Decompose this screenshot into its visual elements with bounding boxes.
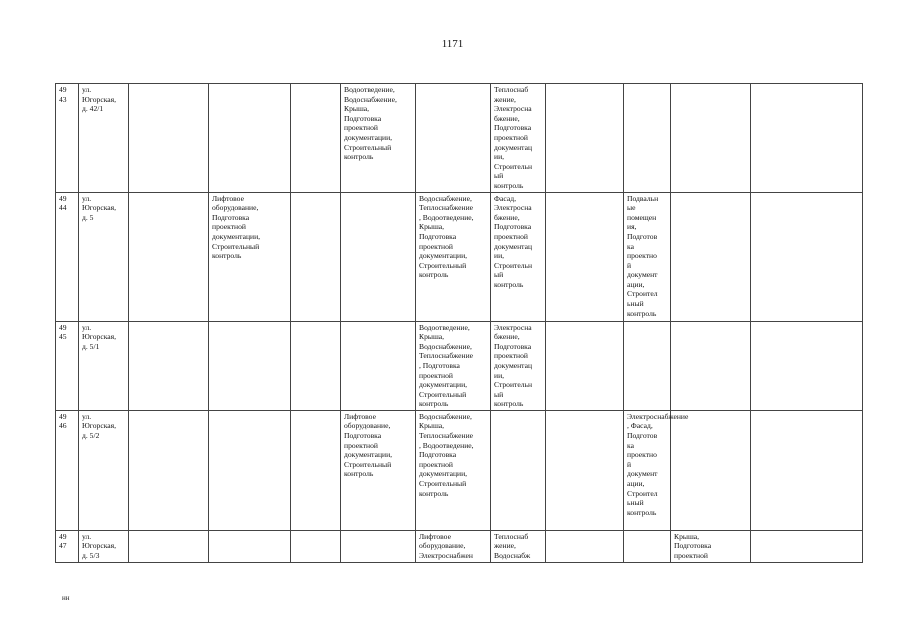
works-cell: Теплоснаб жение, Электросна бжение, Подготовка проектной документац ии, Строительн ый контроль bbox=[491, 84, 546, 193]
table-row bbox=[56, 192, 863, 321]
works-cell: Лифтовое оборудование, Электроснабжен bbox=[416, 530, 491, 562]
works-cell bbox=[341, 192, 416, 321]
table-row bbox=[56, 410, 863, 530]
works-cell bbox=[546, 530, 624, 562]
works-cell bbox=[291, 84, 341, 193]
works-cell: Лифтовое оборудование, Подготовка проектной документации, Строительный контроль bbox=[341, 410, 416, 530]
works-cell bbox=[751, 530, 863, 562]
works-cell bbox=[341, 530, 416, 562]
works-cell: Лифтовое оборудование, Подготовка проектной документации, Строительный контроль bbox=[209, 192, 291, 321]
works-cell bbox=[291, 321, 341, 410]
works-cell bbox=[129, 84, 209, 193]
works-cell: Подвальн ые помещен ия, Подготов ка проектно й документ ации, Строител ьный контроль bbox=[624, 192, 671, 321]
table-row bbox=[56, 84, 863, 193]
works-cell bbox=[751, 321, 863, 410]
works-cell: Теплоснаб жение, Водоснабж bbox=[491, 530, 546, 562]
works-cell bbox=[671, 410, 751, 530]
works-cell bbox=[291, 530, 341, 562]
works-cell bbox=[624, 84, 671, 193]
works-cell bbox=[129, 410, 209, 530]
works-cell bbox=[751, 84, 863, 193]
works-cell bbox=[209, 530, 291, 562]
address-cell: ул. Югорская, д. 42/1 bbox=[79, 84, 129, 193]
works-cell bbox=[341, 321, 416, 410]
works-cell bbox=[129, 530, 209, 562]
works-cell: Фасад, Электросна бжение, Подготовка проектной документац ии, Строительн ый контроль bbox=[491, 192, 546, 321]
works-cell bbox=[671, 84, 751, 193]
works-cell: Водоснабжение, Теплоснабжение , Водоотведение, Крыша, Подготовка проектной документации, Строительный контроль bbox=[416, 192, 491, 321]
works-cell: Водоотведение, Водоснабжение, Крыша, Подготовка проектной документации, Строительный контроль bbox=[341, 84, 416, 193]
row-number-cell: 49 43 bbox=[56, 84, 79, 193]
row-number-cell: 49 46 bbox=[56, 410, 79, 530]
works-cell bbox=[209, 84, 291, 193]
works-cell bbox=[291, 192, 341, 321]
address-cell: ул. Югорская, д. 5 bbox=[79, 192, 129, 321]
row-number-cell: 49 45 bbox=[56, 321, 79, 410]
works-cell bbox=[546, 321, 624, 410]
works-cell bbox=[416, 84, 491, 193]
footer-mark: нн bbox=[62, 594, 70, 602]
works-cell bbox=[209, 410, 291, 530]
address-cell: ул. Югорская, д. 5/2 bbox=[79, 410, 129, 530]
works-cell bbox=[209, 321, 291, 410]
works-cell: Водоснабжение, Крыша, Теплоснабжение , Водоотведение, Подготовка проектной документации, Строительный контроль bbox=[416, 410, 491, 530]
table-row bbox=[56, 530, 863, 562]
works-cell bbox=[129, 192, 209, 321]
works-cell: Электроснабжение , Фасад, Подготов ка проектно й документ ации, Строител ьный контроль bbox=[624, 410, 671, 530]
works-cell bbox=[671, 321, 751, 410]
works-cell bbox=[491, 410, 546, 530]
table-row bbox=[56, 321, 863, 410]
works-cell bbox=[546, 84, 624, 193]
works-cell bbox=[624, 530, 671, 562]
address-cell: ул. Югорская, д. 5/1 bbox=[79, 321, 129, 410]
row-number-cell: 49 47 bbox=[56, 530, 79, 562]
address-cell: ул. Югорская, д. 5/3 bbox=[79, 530, 129, 562]
works-cell bbox=[671, 192, 751, 321]
works-cell: Водоотведение, Крыша, Водоснабжение, Теплоснабжение , Подготовка проектной документации, Строительный контроль bbox=[416, 321, 491, 410]
row-number-cell: 49 44 bbox=[56, 192, 79, 321]
works-cell bbox=[546, 192, 624, 321]
works-cell bbox=[546, 410, 624, 530]
works-cell bbox=[624, 321, 671, 410]
works-cell bbox=[129, 321, 209, 410]
works-cell: Крыша, Подготовка проектной bbox=[671, 530, 751, 562]
works-cell bbox=[751, 192, 863, 321]
works-cell bbox=[751, 410, 863, 530]
works-cell: Электросна бжение, Подготовка проектной документац ии, Строительн ый контроль bbox=[491, 321, 546, 410]
page-number: 1171 bbox=[441, 38, 464, 50]
works-cell bbox=[291, 410, 341, 530]
works-table bbox=[55, 83, 863, 563]
